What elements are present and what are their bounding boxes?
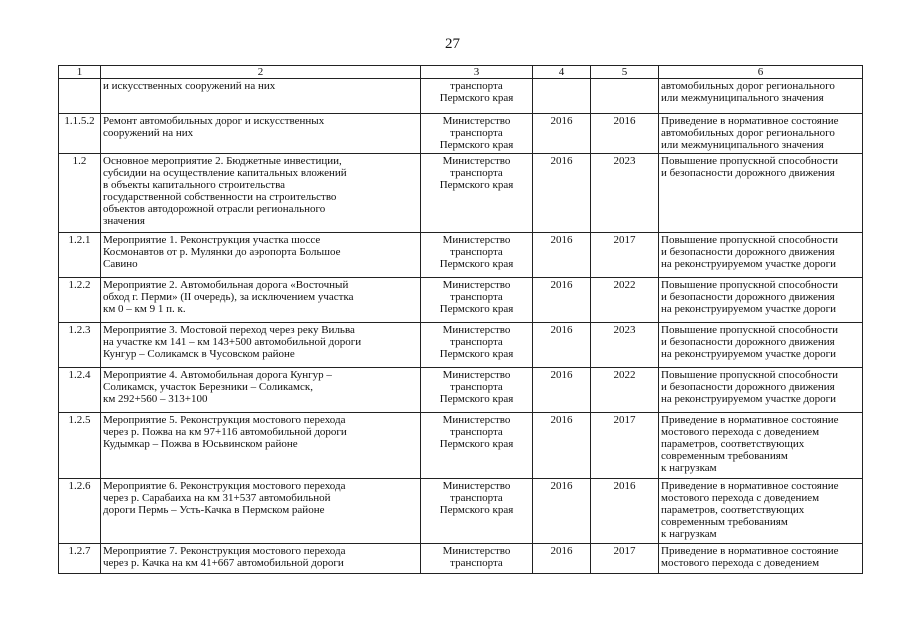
page-number: 27 — [445, 36, 460, 52]
end-year-cell: 2023 — [591, 154, 659, 233]
expected-result-cell: Приведение в нормативное состояние мостового перехода с доведением параметров, соответствующих современным требованиям к нагрузкам — [659, 413, 863, 479]
measure-name-cell: и искусственных сооружений на них — [101, 79, 421, 114]
end-year-cell: 2017 — [591, 413, 659, 479]
start-year-cell — [533, 79, 591, 114]
header-cell: 5 — [591, 66, 659, 79]
row-number-cell: 1.2 — [59, 154, 101, 233]
table-row — [59, 368, 863, 413]
row-number-cell: 1.2.3 — [59, 323, 101, 368]
header-cell: 6 — [659, 66, 863, 79]
header-row — [59, 66, 863, 79]
table-row — [59, 154, 863, 233]
executor-cell: Министерство транспорта Пермского края — [421, 114, 533, 154]
end-year-cell: 2022 — [591, 278, 659, 323]
start-year-cell: 2016 — [533, 544, 591, 574]
row-number-cell: 1.1.5.2 — [59, 114, 101, 154]
table-row — [59, 79, 863, 114]
table-row — [59, 233, 863, 278]
end-year-cell: 2022 — [591, 368, 659, 413]
measure-name-cell: Мероприятие 1. Реконструкция участка шоссе Космонавтов от р. Мулянки до аэропорта Большое Савино — [101, 233, 421, 278]
row-number-cell — [59, 79, 101, 114]
row-number-cell: 1.2.4 — [59, 368, 101, 413]
start-year-cell: 2016 — [533, 154, 591, 233]
start-year-cell: 2016 — [533, 114, 591, 154]
header-cell: 4 — [533, 66, 591, 79]
executor-cell: Министерство транспорта Пермского края — [421, 323, 533, 368]
start-year-cell: 2016 — [533, 278, 591, 323]
measure-name-cell: Основное мероприятие 2. Бюджетные инвестиции, субсидии на осуществление капитальных вложений в объекты капитального строительства государственной собственности на строительство объектов автодорожной отрасли регионального значения — [101, 154, 421, 233]
executor-cell: транспорта Пермского края — [421, 79, 533, 114]
measure-name-cell: Мероприятие 6. Реконструкция мостового перехода через р. Сарабаиха на км 31+537 автомобильной дороги Пермь – Усть-Качка в Пермском районе — [101, 479, 421, 544]
executor-cell: Министерство транспорта Пермского края — [421, 368, 533, 413]
row-number-cell: 1.2.6 — [59, 479, 101, 544]
start-year-cell: 2016 — [533, 368, 591, 413]
expected-result-cell: Повышение пропускной способности и безопасности дорожного движения на реконструируемом участке дороги — [659, 233, 863, 278]
end-year-cell: 2017 — [591, 233, 659, 278]
header-cell: 2 — [101, 66, 421, 79]
executor-cell: Министерство транспорта Пермского края — [421, 154, 533, 233]
executor-cell: Министерство транспорта Пермского края — [421, 278, 533, 323]
start-year-cell: 2016 — [533, 413, 591, 479]
start-year-cell: 2016 — [533, 323, 591, 368]
table-row — [59, 278, 863, 323]
row-number-cell: 1.2.2 — [59, 278, 101, 323]
measure-name-cell: Мероприятие 2. Автомобильная дорога «Восточный обход г. Перми» (II очередь), за исключением участка км 0 – км 9 1 п. к. — [101, 278, 421, 323]
executor-cell: Министерство транспорта Пермского края — [421, 413, 533, 479]
expected-result-cell: Приведение в нормативное состояние мостового перехода с доведением — [659, 544, 863, 574]
measure-name-cell: Мероприятие 5. Реконструкция мостового перехода через р. Пожва на км 97+116 автомобильной дороги Кудымкар – Пожва в Юсьвинском районе — [101, 413, 421, 479]
row-number-cell: 1.2.1 — [59, 233, 101, 278]
end-year-cell — [591, 79, 659, 114]
start-year-cell: 2016 — [533, 233, 591, 278]
end-year-cell: 2016 — [591, 479, 659, 544]
expected-result-cell: Приведение в нормативное состояние автомобильных дорог регионального или межмуниципального значения — [659, 114, 863, 154]
measure-name-cell: Мероприятие 4. Автомобильная дорога Кунгур – Соликамск, участок Березники – Соликамск, км 292+560 – 313+100 — [101, 368, 421, 413]
measure-name-cell: Мероприятие 3. Мостовой переход через реку Вильва на участке км 141 – км 143+500 автомобильной дороги Кунгур – Соликамск в Чусовском районе — [101, 323, 421, 368]
row-number-cell: 1.2.5 — [59, 413, 101, 479]
row-number-cell: 1.2.7 — [59, 544, 101, 574]
measures-table — [58, 65, 863, 574]
table-row — [59, 114, 863, 154]
expected-result-cell: Повышение пропускной способности и безопасности дорожного движения на реконструируемом участке дороги — [659, 368, 863, 413]
header-cell: 3 — [421, 66, 533, 79]
table-row — [59, 544, 863, 574]
expected-result-cell: автомобильных дорог регионального или межмуниципального значения — [659, 79, 863, 114]
expected-result-cell: Повышение пропускной способности и безопасности дорожного движения на реконструируемом участке дороги — [659, 278, 863, 323]
executor-cell: Министерство транспорта Пермского края — [421, 479, 533, 544]
measure-name-cell: Мероприятие 7. Реконструкция мостового перехода через р. Качка на км 41+667 автомобильной дороги — [101, 544, 421, 574]
executor-cell: Министерство транспорта — [421, 544, 533, 574]
start-year-cell: 2016 — [533, 479, 591, 544]
measure-name-cell: Ремонт автомобильных дорог и искусственных сооружений на них — [101, 114, 421, 154]
expected-result-cell: Повышение пропускной способности и безопасности дорожного движения — [659, 154, 863, 233]
end-year-cell: 2023 — [591, 323, 659, 368]
table-row — [59, 413, 863, 479]
header-cell: 1 — [59, 66, 101, 79]
expected-result-cell: Повышение пропускной способности и безопасности дорожного движения на реконструируемом участке дороги — [659, 323, 863, 368]
end-year-cell: 2017 — [591, 544, 659, 574]
table-row — [59, 479, 863, 544]
end-year-cell: 2016 — [591, 114, 659, 154]
executor-cell: Министерство транспорта Пермского края — [421, 233, 533, 278]
table-row — [59, 323, 863, 368]
expected-result-cell: Приведение в нормативное состояние мостового перехода с доведением параметров, соответствующих современным требованиям к нагрузкам — [659, 479, 863, 544]
